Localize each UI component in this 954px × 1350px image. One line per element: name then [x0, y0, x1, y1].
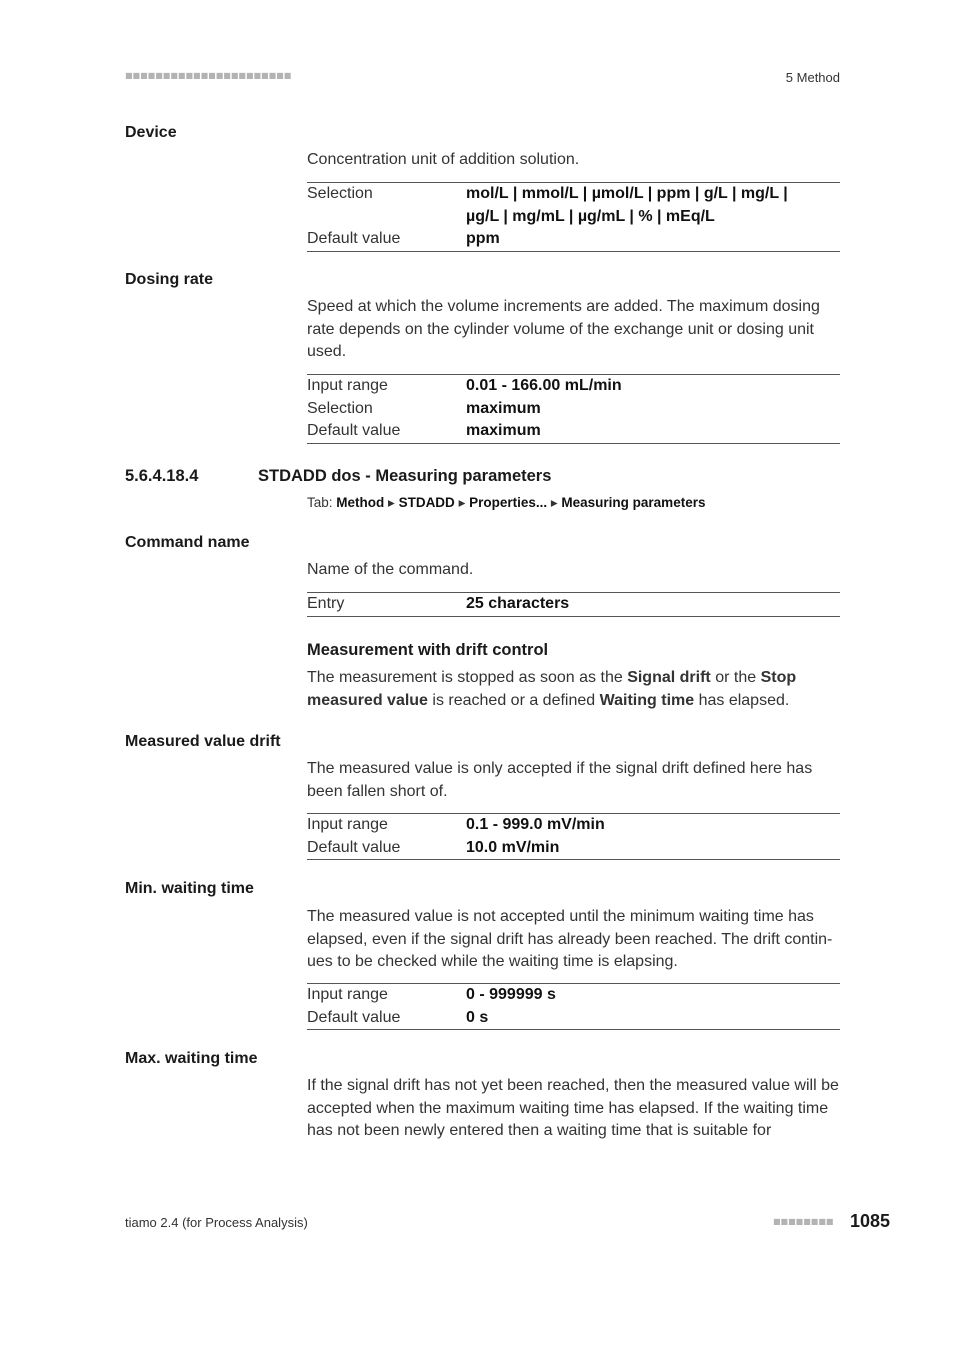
row-key: Input range [307, 986, 388, 1003]
row-value: 10.0 mV/min [466, 838, 560, 856]
tab-prefix: Tab: [307, 495, 337, 510]
header-decoration: ■■■■■■■■■■■■■■■■■■■■■■ [125, 71, 292, 80]
footer-decoration: ■■■■■■■■ [773, 1217, 834, 1226]
table-row [307, 837, 840, 860]
page-number: 1085 [849, 1211, 890, 1231]
section-number: 5.6.4.18.4 [125, 467, 199, 485]
table-row [307, 228, 840, 251]
tab-path-measuring-parameters: Measuring parameters [561, 495, 706, 510]
table-row [307, 183, 840, 228]
param-max-waiting-time-description: If the signal drift has not yet been reached, then the measured value will be accepted when the maximum waiting time has elapsed. If the waiting time has not been newly entered then a waiting time that is suitable for [307, 1077, 839, 1139]
term-stop-measured-value: Stop measured value [307, 669, 797, 709]
row-key: Selection [307, 399, 373, 417]
table-row [307, 1007, 840, 1030]
footer-product-name: tiamo 2.4 (for Process Analysis) [125, 1215, 308, 1230]
table-row [307, 398, 840, 421]
chapter-title: 5 Method [785, 70, 840, 85]
row-value: maximum [466, 422, 541, 439]
param-measured-value-drift-table [307, 813, 840, 860]
param-max-waiting-time-label: Max. waiting time [125, 1050, 258, 1067]
selection-line-1: mol/L | mmol/L | µmol/L | ppm | g/L | mg/L | [466, 185, 788, 202]
row-value: 0.01 - 166.00 mL/min [466, 377, 622, 394]
selection-line-2: µg/L | mg/mL | µg/mL | % | mEq/L [466, 207, 715, 225]
table-row [307, 984, 840, 1007]
tab-path-method: Method [336, 495, 385, 510]
param-min-waiting-time-label: Min. waiting time [125, 880, 254, 897]
row-key: Default value [307, 230, 401, 247]
param-dosing-rate-table [307, 374, 840, 444]
row-key: Default value [307, 838, 401, 856]
table-row [307, 593, 840, 616]
param-dosing-rate-label: Dosing rate [125, 271, 214, 288]
row-value: ppm [466, 230, 500, 247]
param-min-waiting-time-table [307, 983, 840, 1030]
subsection-heading: Measurement with drift control [307, 641, 549, 659]
tab-path-properties: Properties... [469, 495, 548, 510]
row-value: 0 - 999999 s [466, 986, 556, 1003]
term-waiting-time: Waiting time [599, 691, 695, 709]
param-device-label: Device [125, 124, 177, 141]
row-value: 0.1 - 999.0 mV/min [466, 816, 605, 833]
term-signal-drift: Signal drift [627, 669, 711, 686]
param-measured-value-drift-label: Measured value drift [125, 733, 281, 750]
param-command-name-label: Command name [125, 534, 250, 551]
row-key: Entry [307, 595, 345, 612]
param-device-table [307, 182, 840, 252]
row-key: Input range [307, 816, 388, 833]
row-key: Default value [307, 1008, 401, 1026]
param-device-description: Concentration unit of addition solution. [307, 151, 580, 168]
arrow-right-icon: ▸ [384, 495, 399, 510]
text: The measurement is stopped as soon as the [307, 669, 628, 686]
drift-control-description [307, 667, 840, 712]
text: is reached or a defined [427, 691, 600, 709]
arrow-right-icon: ▸ [547, 495, 562, 510]
row-value: 25 characters [466, 595, 570, 612]
tab-path-stdadd: STDADD [398, 495, 455, 510]
text: or the [710, 669, 761, 686]
row-key: Default value [307, 422, 401, 439]
text: has elapsed. [694, 691, 790, 709]
param-measured-value-drift-description: The measured value is only accepted if the signal drift defined here has been fallen short of. [307, 760, 813, 800]
table-row [307, 814, 840, 837]
row-key: Input range [307, 377, 388, 394]
row-value: 0 s [466, 1008, 489, 1026]
param-min-waiting-time-description: The measured value is not accepted until the minimum waiting time has elapsed, even if the signal drift has already been reached. The drift contin-ues to be checked while the waiting time is elapsing. [307, 908, 833, 970]
row-value [466, 183, 840, 228]
row-key: Selection [307, 185, 373, 202]
section-title: STDADD dos - Measuring parameters [258, 467, 552, 485]
param-command-name-table [307, 592, 840, 617]
row-value: maximum [466, 399, 541, 417]
tab-navigation-path [307, 495, 705, 511]
param-dosing-rate-description: Speed at which the volume increments are added. The maximum dosing rate depends on the cylinder volume of the exchange unit or dosing unit used. [307, 298, 820, 360]
table-row [307, 420, 840, 443]
param-command-name-description: Name of the command. [307, 561, 474, 578]
arrow-right-icon: ▸ [454, 495, 470, 510]
table-row [307, 375, 840, 398]
